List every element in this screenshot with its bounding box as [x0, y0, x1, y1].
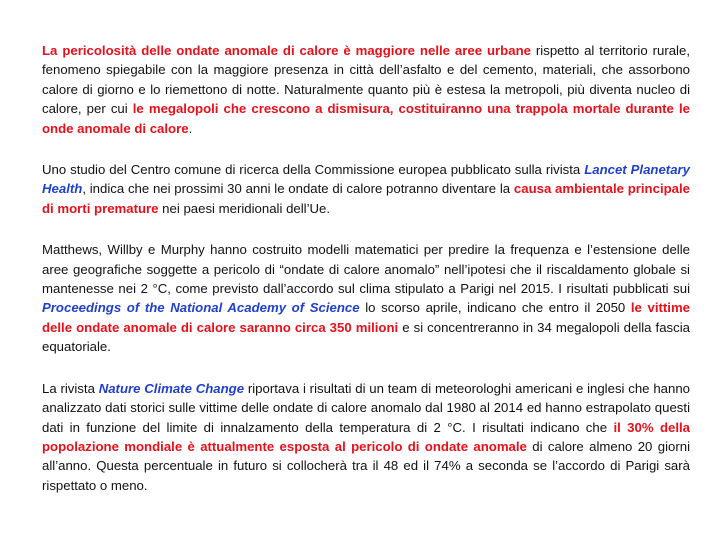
paragraph-matthews-study [42, 240, 690, 356]
highlight-text: La pericolosità delle ondate anomale di calore è maggiore nelle aree urbane [42, 43, 531, 58]
highlight-text: le vittime delle ondate anomale di calore saranno circa 350 milioni [42, 300, 691, 335]
journal-name: Nature Climate Change [98, 380, 245, 396]
body-text: , indica che nei prossimi 30 anni le ondate di calore potranno diventare la [82, 181, 514, 197]
highlight-text: il 30% della popolazione mondiale è attualmente esposta al pericolo di ondate anomale [42, 419, 690, 454]
body-text: lo scorso aprile, indicano che entro il 2050 [359, 300, 631, 316]
body-text: e si concentreranno in 34 megalopoli della fascia equatoriale. [42, 319, 691, 355]
journal-name: Proceedings of the National Academy of Science [42, 300, 360, 316]
body-text: riportava i risultati di un team di meteorologhi americani e inglesi che hanno analizzato dati storici sulle vittime delle ondate di calore anomalo dal 1980 al 2014 ed hanno estrapolato questi dati in funzione del limite di innalzamento della temperatura di 2 °C. I risultati indicano che [42, 380, 690, 435]
highlight-text: causa ambientale principale di morti premature [42, 181, 690, 216]
body-text: nei paesi meridionali dell’Ue. [158, 200, 331, 216]
paragraph-jrc-study [42, 160, 690, 218]
body-text: di calore almeno 20 giorni all’anno. Questa percentuale in futuro si collocherà tra il 48 ed il 74% a seconda se l’accordo di Parigi sarà rispettato o meno. [42, 438, 690, 493]
body-text: rispetto al territorio rurale, fenomeno spiegabile con la maggiore presenza in città dell’asfalto e del cemento, materiali, che assorbono calore di giorno e lo riemettono di notte. Naturalmente quanto più è estesa la metropoli, più diventa nucleo di calore, per cui [42, 43, 690, 117]
body-text: La rivista [42, 380, 99, 396]
text-body [42, 41, 690, 517]
body-text: Uno studio del Centro comune di ricerca della Commissione europea pubblicato sulla rivista [42, 162, 585, 178]
body-text: Matthews, Willby e Murphy hanno costruito modelli matematici per predire la frequenza e l’estensione delle aree geografiche soggette a pericolo di “ondate di calore anomalo” nell’ipotesi che il riscaldamento globale si mantenesse nei 2 °C, come previsto dall’accordo sul clima stipulato a Parigi nel 2015. I risultati pubblicati sui [42, 242, 690, 297]
paragraph-urban-heat [42, 41, 690, 138]
highlight-text: le megalopoli che crescono a dismisura, costituiranno una trappola mortale durante le onde anomale di calore [42, 101, 690, 136]
body-text: . [188, 120, 193, 136]
paragraph-nature-study [42, 379, 690, 495]
journal-name: Lancet Planetary Health [42, 162, 690, 197]
